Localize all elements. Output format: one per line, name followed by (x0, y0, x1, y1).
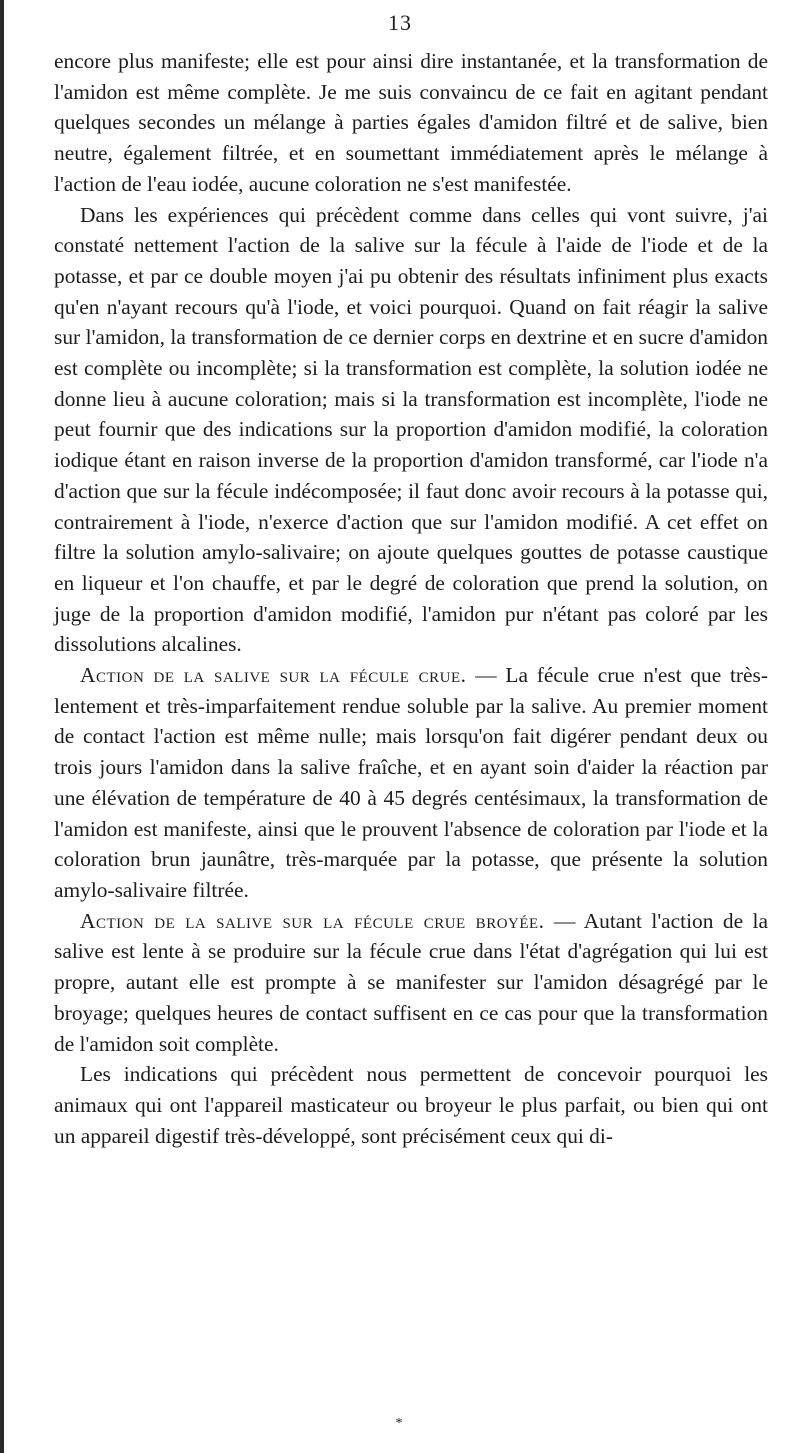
heading-separator: — (544, 908, 584, 933)
section-heading-ground-starch: Action de la salive sur la fécule crue broyée. (80, 908, 545, 933)
paragraph-4 (54, 906, 768, 1060)
page-edge-shadow (0, 0, 4, 1453)
page-body (54, 46, 768, 1151)
paragraph-3-text: La fécule crue n'est que très-lentement et très-imparfaitement rendue soluble par la salive. Au premier moment de contact l'action est même nulle; mais lorsqu'on fait digérer pendant deux ou trois jours l'amidon dans la salive fraîche, et en ayant soin d'aider la réaction par une élévation de température de 40 à 45 degrés centésimaux, la transformation de l'amidon est manifeste, ainsi que le prouvent l'absence de coloration par l'iode et la coloration brun jaunâtre, très-marquée par la potasse, que présente la solution amylo-salivaire filtrée. (54, 663, 768, 902)
heading-separator: — (466, 663, 506, 688)
paragraph-4-text: Autant l'action de la salive est lente à se produire sur la fécule crue dans l'état d'agrégation qui lui est propre, autant elle est prompte à se manifester sur l'amidon désagrégé par le broyage; quelques heures de contact suffisent en ce cas pour que la transformation de l'amidon soit complète. (54, 908, 768, 1056)
section-heading-raw-starch: Action de la salive sur la fécule crue. (80, 663, 467, 688)
paragraph-2: Dans les expériences qui précèdent comme dans celles qui vont suivre, j'ai constaté nettement l'action de la salive sur la fécule à l'aide de l'iode et de la potasse, et par ce double moyen j'ai pu obtenir des résultats infiniment plus exacts qu'en n'ayant recours qu'à l'iode, et voici pourquoi. Quand on fait réagir la salive sur l'amidon, la transformation de ce dernier corps en dextrine et en sucre d'amidon est complète ou incomplète; si la transformation est complète, la solution iodée ne donne lieu à aucune coloration; mais si la transformation est incomplète, l'iode ne peut fournir que des indications sur la proportion d'amidon modifié, la coloration iodique étant en raison inverse de la proportion d'amidon transformé, car l'iode n'a d'action que sur la fécule indécomposée; il faut donc avoir recours à la potasse qui, contrairement à l'iode, n'exerce d'action que sur l'amidon modifié. A cet effet on filtre la solution amylo-salivaire; on ajoute quelques gouttes de potasse caustique en liqueur et l'on chauffe, et par le degré de coloration que prend la solution, on juge de la proportion d'amidon modifié, l'amidon pur n'étant pas coloré par les dissolutions alcalines. (54, 202, 768, 657)
signature-mark: * (395, 1416, 405, 1431)
paragraph-5: Les indications qui précèdent nous permettent de concevoir pourquoi les animaux qui ont l'appareil masticateur ou broyeur le plus parfait, ou bien qui ont un appareil digestif très-développé, sont précisément ceux qui di- (54, 1062, 768, 1148)
paragraph-3 (54, 660, 768, 906)
paragraph-1: encore plus manifeste; elle est pour ainsi dire instantanée, et la transformation de l'amidon est même complète. Je me suis convaincu de ce fait en agitant pendant quelques secondes un mélange à parties égales d'amidon filtré et de salive, bien neutre, également filtrée, et en soumettant immédiatement après le mélange à l'action de l'eau iodée, aucune coloration ne s'est manifestée. (54, 49, 768, 196)
page-number: 13 (388, 10, 412, 35)
